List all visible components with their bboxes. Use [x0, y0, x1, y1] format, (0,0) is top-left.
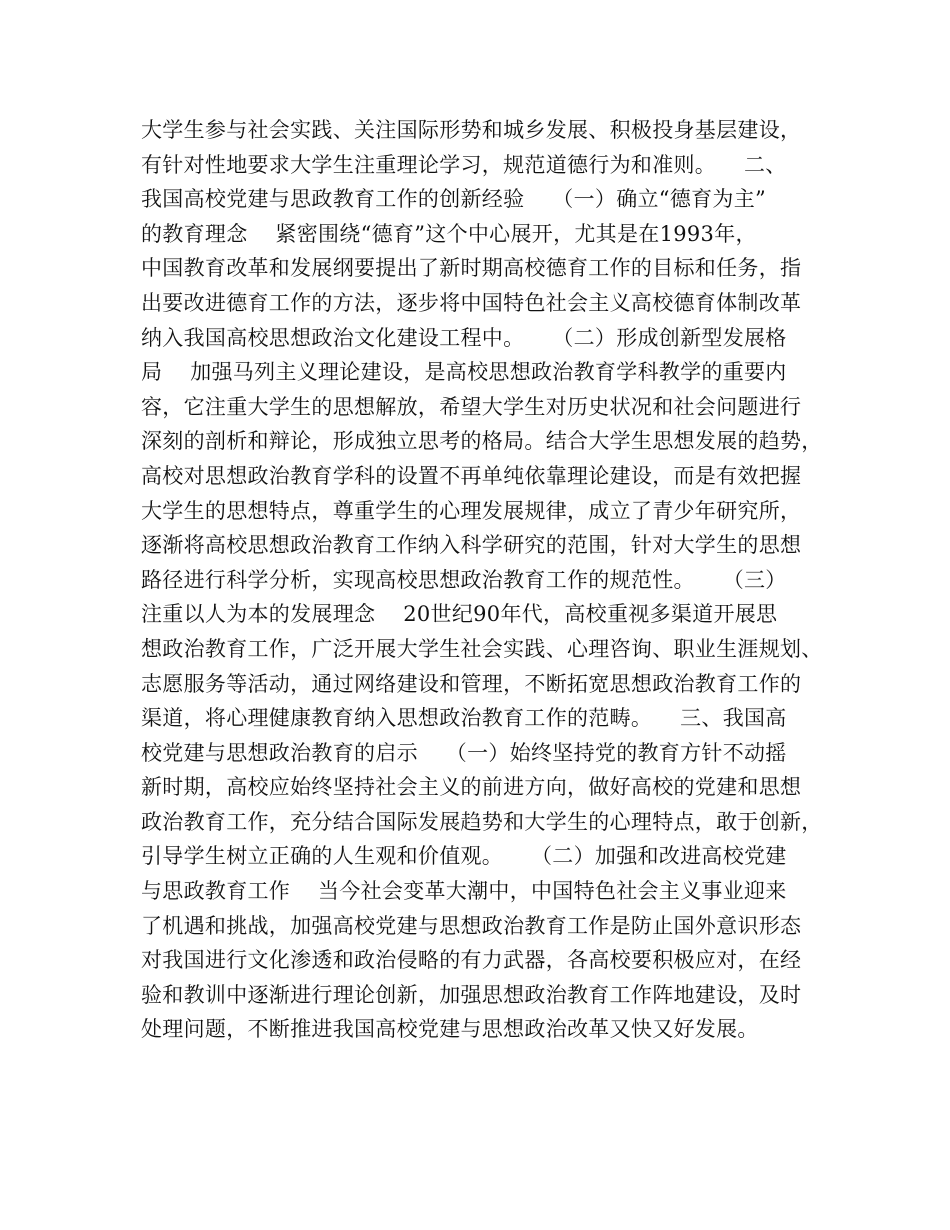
- text-line: 中国教育改革和发展纲要提出了新时期高校德育工作的目标和任务，指: [141, 256, 802, 281]
- text-line: 高校对思想政治教育学科的设置不再单纯依靠理论建设，而是有效把握: [141, 463, 802, 488]
- text-line: 了机遇和挑战，加强高校党建与思想政治教育工作是防止国外意识形态: [141, 913, 802, 938]
- text-line: 局 加强马列主义理论建设，是高校思想政治教育学科教学的重要内: [141, 360, 787, 385]
- text-line: 容，它注重大学生的思想解放，希望大学生对历史状况和社会问题进行: [141, 394, 802, 419]
- text-line: 大学生参与社会实践、关注国际形势和城乡发展、积极投身基层建设，: [141, 118, 802, 142]
- text-line: 我国高校党建与思政教育工作的创新经验 （一）确立“德育为主”: [141, 187, 767, 212]
- text-line: 对我国进行文化渗透和政治侵略的有力武器，各高校要积极应对，在经: [141, 948, 802, 973]
- text-line: 与思政教育工作 当今社会变革大潮中，中国特色社会主义事业迎来: [141, 879, 787, 904]
- text-line: 深刻的剖析和辩论，形成独立思考的格局。结合大学生思想发展的趋势，: [141, 429, 823, 454]
- text-line: 校党建与思想政治教育的启示 （一）始终坚持党的教育方针不动摇: [141, 740, 787, 765]
- text-line: 大学生的思想特点，尊重学生的心理发展规律，成立了青少年研究所，: [141, 498, 802, 523]
- text-line: 志愿服务等活动，通过网络建设和管理，不断拓宽思想政治教育工作的: [141, 671, 802, 696]
- text-line: 路径进行科学分析，实现高校思想政治教育工作的规范性。 （三）: [141, 567, 787, 592]
- text-line: 政治教育工作，充分结合国际发展趋势和大学生的心理特点，敢于创新，: [141, 809, 823, 834]
- text-line: 验和教训中逐渐进行理论创新，加强思想政治教育工作阵地建设，及时: [141, 982, 802, 1007]
- text-line: 的教育理念 紧密围绕“德育”这个中心展开，尤其是在1993年，: [141, 221, 757, 246]
- text-line: 有针对性地要求大学生注重理论学习，规范道德行为和准则。 二、: [141, 152, 787, 177]
- text-line: 逐渐将高校思想政治教育工作纳入科学研究的范围，针对大学生的思想: [141, 533, 802, 558]
- text-line: 注重以人为本的发展理念 20世纪90年代，高校重视多渠道开展思: [141, 602, 778, 627]
- text-line: 纳入我国高校思想政治文化建设工程中。 （二）形成创新型发展格: [141, 325, 787, 350]
- text-line: 渠道，将心理健康教育纳入思想政治教育工作的范畴。 三、我国高: [141, 706, 787, 731]
- body-text: [141, 113, 841, 1047]
- text-line: 出要改进德育工作的方法，逐步将中国特色社会主义高校德育体制改革: [141, 290, 802, 315]
- text-line: 新时期，高校应始终坚持社会主义的前进方向，做好高校的党建和思想: [141, 775, 802, 800]
- text-line: 引导学生树立正确的人生观和价值观。 （二）加强和改进高校党建: [141, 844, 787, 869]
- text-line: 想政治教育工作，广泛开展大学生社会实践、心理咨询、职业生涯规划、: [141, 636, 823, 661]
- text-line: 处理问题，不断推进我国高校党建与思想政治改革又快又好发展。: [141, 1017, 759, 1042]
